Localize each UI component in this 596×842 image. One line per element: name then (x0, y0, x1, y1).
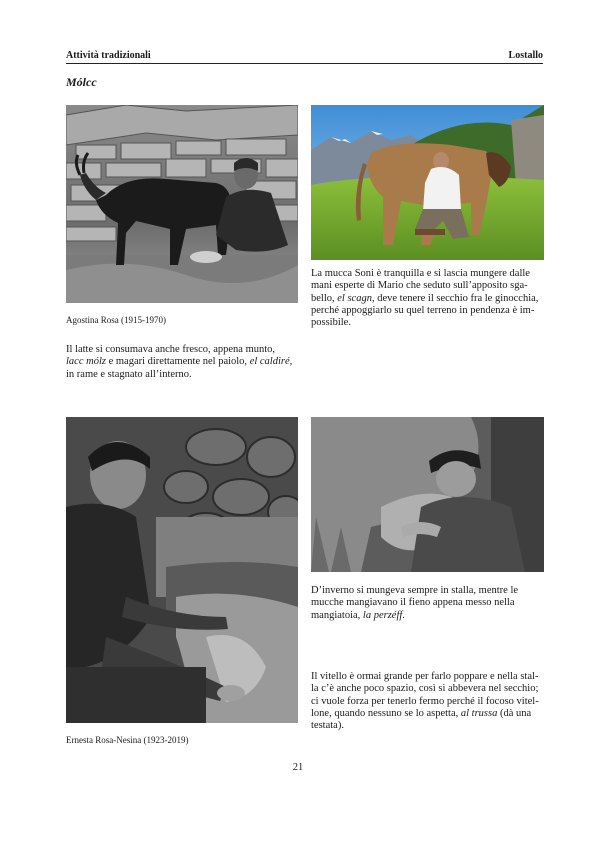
photo-caption-goat: Agostina Rosa (1915-1970) (66, 315, 166, 325)
text-line: in rame e stagnato all’interno. (66, 368, 192, 380)
text-run-italic: el caldiré, (249, 356, 293, 368)
text-line: La mucca Soni è tranquilla e si lascia mungere dalle (311, 268, 530, 279)
photo-goat-milking (66, 105, 298, 303)
paragraph-latte (66, 344, 298, 381)
section-title: Mólcc (66, 75, 97, 89)
text-line: Il vitello è ormai grande per farlo poppare e nella stal- (311, 671, 539, 682)
text-line (311, 610, 544, 622)
text-line: Il latte si consumava anche fresco, appena munto, (66, 344, 276, 355)
running-header-left: Attività tradizionali (66, 50, 151, 61)
text-run-italic: al trussa (460, 707, 498, 719)
text-line: possibile. (311, 317, 351, 329)
text-run: mangiatoia, (311, 609, 363, 621)
paragraph-soni (311, 268, 544, 329)
page-number: 21 (292, 762, 304, 773)
text-line: la c’è anche poco spazio, così si abbevera nel secchio; (311, 683, 539, 695)
text-line (66, 356, 298, 368)
text-run: (dà una (497, 707, 532, 719)
text-run: e magari direttamente nel paiolo, (105, 356, 250, 368)
running-header-right: Lostallo (508, 50, 543, 61)
text-run: , deve tenere il secchio fra le ginocchia, (371, 292, 539, 304)
text-line: D’inverno si mungeva sempre in stalla, mentre le (311, 585, 519, 596)
text-line: mucche mangiavano il fieno appena messo nella (311, 597, 515, 609)
photo-woman-stall-milking (66, 417, 298, 723)
text-run-italic: el scagn (337, 292, 372, 304)
text-run-italic: la perzéff (362, 609, 403, 621)
text-line: testata). (311, 720, 344, 732)
photo-caption-woman-stall: Ernesta Rosa-Nesina (1923-2019) (66, 735, 189, 745)
photo-cow-pasture (311, 105, 544, 260)
header-rule (66, 63, 543, 64)
text-line: perché appoggiarlo su quel terreno in pendenza è im- (311, 304, 535, 316)
text-line (311, 708, 544, 720)
photo-man-stall-milking (311, 417, 544, 572)
text-run: . (402, 609, 405, 621)
text-line (311, 293, 544, 305)
text-line: mani esperte di Mario che seduto sull’apposito sga- (311, 280, 528, 292)
text-run: bello, (311, 292, 338, 304)
text-line: ci vuole forza per tenerlo fermo perché il focoso vitel- (311, 695, 539, 707)
paragraph-vitello (311, 671, 544, 732)
text-run: lone, quando nessuno se lo aspetta, (311, 707, 461, 719)
text-run-italic: lacc mólz (66, 356, 106, 368)
paragraph-inverno (311, 585, 544, 622)
